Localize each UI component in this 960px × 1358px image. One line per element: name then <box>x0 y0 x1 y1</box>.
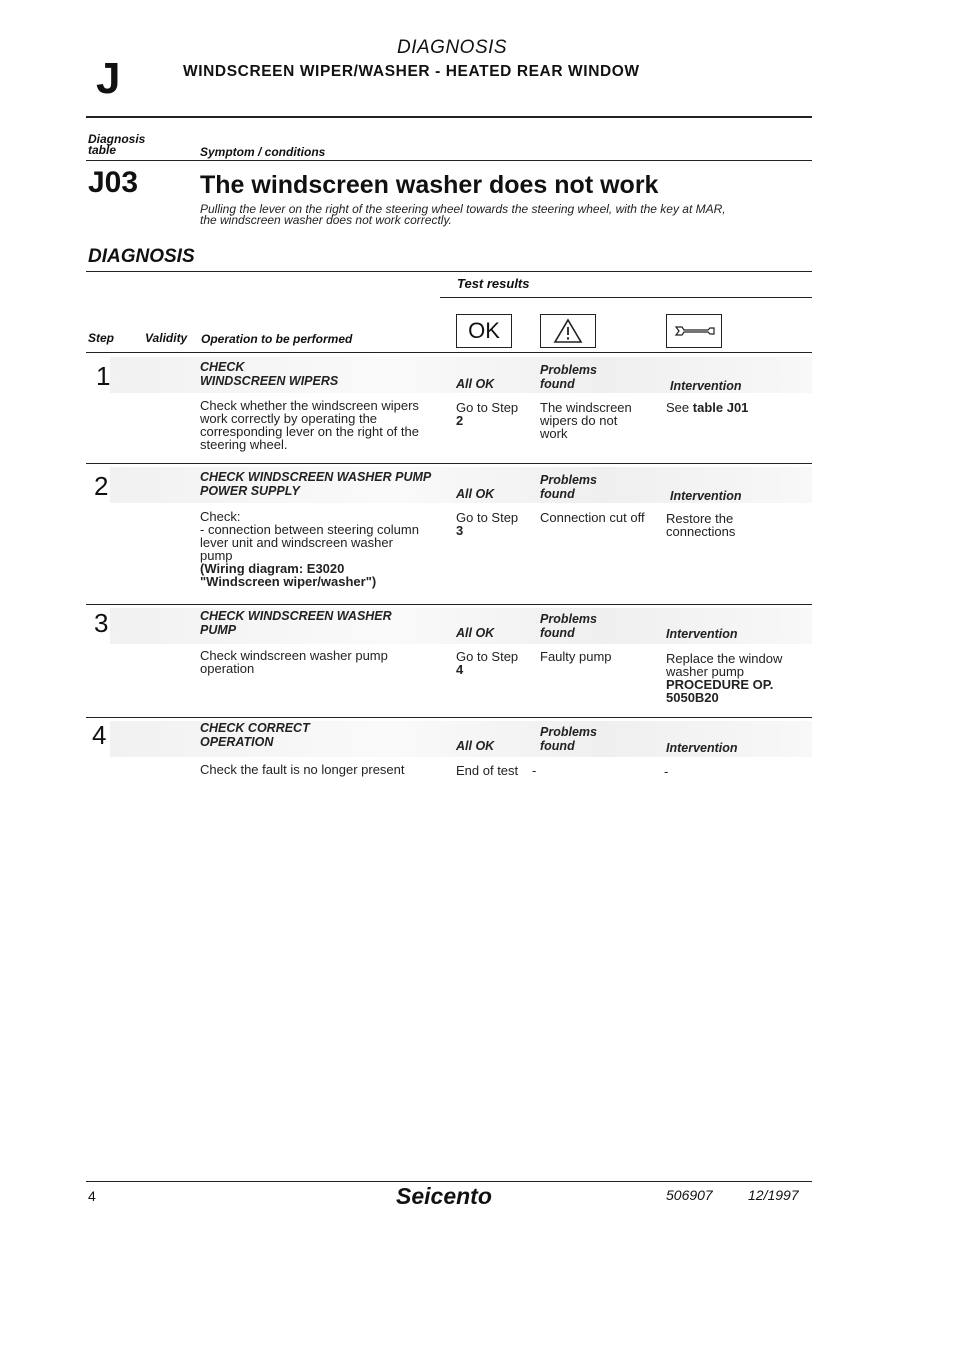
step-1-op-line: Check whether the windscreen wipers <box>200 398 419 413</box>
step-4-number: 4 <box>92 720 107 750</box>
step-2-wiring-ref: (Wiring diagram: E3020 <box>200 561 345 576</box>
step-separator <box>86 604 812 605</box>
ok-icon-label: OK <box>468 318 500 343</box>
step-2-intervention-label: Intervention <box>670 489 742 503</box>
symptom-rule <box>86 160 812 161</box>
step-1-problems-label-2: found <box>540 377 575 391</box>
warning-triangle-glyph <box>553 318 583 344</box>
step-4-title-2: OPERATION <box>200 735 274 749</box>
step-2-ok-step: 3 <box>456 523 464 538</box>
columns-rule <box>86 352 812 353</box>
step-3-problem-result <box>540 650 612 663</box>
wrench-icon <box>666 314 722 348</box>
step-3-int-line: Replace the window <box>666 651 783 666</box>
step-1-op-line: work correctly by operating the <box>200 411 378 426</box>
step-2-int-line: connections <box>666 524 736 539</box>
step-2-intervention <box>666 512 735 538</box>
step-2-prob-line: Connection cut off <box>540 510 645 525</box>
footer-rule <box>86 1181 812 1182</box>
step-3-intervention <box>666 652 782 704</box>
step-4-ok-result: End of test <box>456 763 519 778</box>
step-4-operation: Check the fault is no longer present <box>200 762 405 777</box>
test-results-rule <box>440 297 812 298</box>
step-2-ok-label: All OK <box>456 487 495 501</box>
step-1-problems-label-1: Problems <box>540 363 597 377</box>
fault-description-2: the windscreen washer does not work correctly. <box>200 213 452 227</box>
step-4-intervention: - <box>664 764 669 779</box>
step-3-problems-label-2: found <box>540 626 575 640</box>
step-1-op-line: steering wheel. <box>200 437 288 452</box>
step-1-ok-step: 2 <box>456 413 464 428</box>
brand-logo: Seicento <box>396 1183 492 1209</box>
step-1-int-pre: See <box>666 400 690 415</box>
validity-column-header: Validity <box>145 331 188 345</box>
step-1-int-link[interactable]: table J01 <box>692 400 749 415</box>
fault-description-1: Pulling the lever on the right of the steering wheel towards the steering wheel, with the key at MAR, <box>200 202 726 216</box>
document-date: 12/1997 <box>748 1187 799 1203</box>
step-3-operation <box>200 649 388 675</box>
section-heading: DIAGNOSIS <box>397 37 508 58</box>
step-1-ok-result <box>456 401 518 427</box>
step-3-procedure[interactable]: PROCEDURE OP. <box>666 677 774 692</box>
step-2-wiring-name: "Windscreen wiper/washer") <box>200 574 377 589</box>
step-4-problem-result: - <box>532 763 537 778</box>
document-code: 506907 <box>666 1187 713 1203</box>
step-4-problems-label-1: Problems <box>540 725 597 739</box>
step-1-prob-line: The windscreen <box>540 400 632 415</box>
step-2-title-1: CHECK WINDSCREEN WASHER PUMP <box>200 470 432 484</box>
step-2-ok-result <box>456 511 518 537</box>
table-label: table <box>88 143 117 157</box>
step-column-header: Step <box>88 331 115 345</box>
diagnosis-subheading: DIAGNOSIS <box>88 246 195 267</box>
step-1-number: 1 <box>96 361 111 391</box>
step-3-procedure-code[interactable]: 5050B20 <box>666 690 719 705</box>
step-1-operation <box>200 399 419 451</box>
step-3-number: 3 <box>94 608 109 638</box>
step-3-title-2: PUMP <box>200 623 237 637</box>
step-3-intervention-label: Intervention <box>666 627 738 641</box>
chapter-letter: J <box>96 54 121 103</box>
ok-icon <box>456 314 512 348</box>
step-4-intervention-label: Intervention <box>666 741 738 755</box>
step-2-title-2: POWER SUPPLY <box>200 484 300 498</box>
step-3-title-1: CHECK WINDSCREEN WASHER <box>200 609 392 623</box>
step-3-ok-label: All OK <box>456 626 495 640</box>
step-1-intervention-label: Intervention <box>670 379 742 393</box>
step-2-operation <box>200 510 419 588</box>
step-2-problems-label-1: Problems <box>540 473 597 487</box>
wrench-glyph <box>672 321 716 341</box>
step-2-int-line: Restore the <box>666 511 734 526</box>
header-rule <box>86 116 812 118</box>
diagnosis-rule <box>86 271 812 272</box>
step-separator <box>86 717 812 718</box>
fault-code: J03 <box>88 166 139 199</box>
symptom-label: Symptom / conditions <box>200 145 326 159</box>
step-4-title-1: CHECK CORRECT <box>200 721 310 735</box>
fault-title: The windscreen washer does not work <box>200 171 659 199</box>
step-3-problems-label-1: Problems <box>540 612 597 626</box>
step-3-int-line: washer pump <box>666 664 745 679</box>
step-1-prob-line: work <box>540 426 568 441</box>
step-4-problems-label-2: found <box>540 739 575 753</box>
step-2-ok-text: Go to Step <box>456 510 519 525</box>
step-1-title-1: CHECK <box>200 360 245 374</box>
step-2-number: 2 <box>94 471 109 501</box>
step-3-op-line: Check windscreen washer pump <box>200 648 388 663</box>
step-1-ok-label: All OK <box>456 377 495 391</box>
step-1-intervention <box>666 401 748 414</box>
step-2-op-line: pump <box>200 548 233 563</box>
warning-triangle-icon <box>540 314 596 348</box>
step-1-problem-result <box>540 401 632 440</box>
chapter-title: WINDSCREEN WIPER/WASHER - HEATED REAR WINDOW <box>183 63 640 80</box>
step-1-prob-line: wipers do not <box>540 413 618 428</box>
step-2-op-line: - connection between steering column <box>200 522 419 537</box>
operation-column-header: Operation to be performed <box>201 332 353 346</box>
step-3-ok-step: 4 <box>456 662 464 677</box>
step-3-prob-line: Faulty pump <box>540 649 612 664</box>
step-2-problem-result <box>540 511 645 524</box>
step-1-ok-text: Go to Step <box>456 400 519 415</box>
step-3-ok-text: Go to Step <box>456 649 519 664</box>
step-4-ok-label: All OK <box>456 739 495 753</box>
step-2-op-line: Check: <box>200 509 241 524</box>
test-results-label: Test results <box>457 276 530 291</box>
step-3-op-line: operation <box>200 661 255 676</box>
step-2-problems-label-2: found <box>540 487 575 501</box>
step-separator <box>86 463 812 464</box>
step-3-ok-result <box>456 650 518 676</box>
diagnosis-label: Diagnosis <box>88 132 146 146</box>
step-2-op-line: lever unit and windscreen washer <box>200 535 393 550</box>
page-number: 4 <box>88 1188 96 1204</box>
step-1-title-2: WINDSCREEN WIPERS <box>200 374 339 388</box>
step-1-op-line: corresponding lever on the right of the <box>200 424 419 439</box>
